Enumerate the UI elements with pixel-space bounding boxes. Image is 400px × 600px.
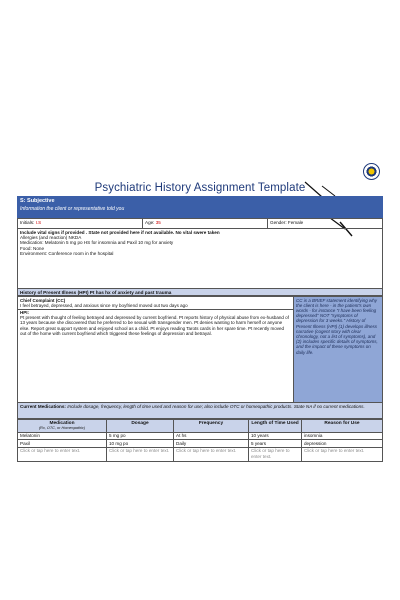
col-medication (18, 420, 107, 433)
col-medication-sub: (Rx, OTC, or Homeopathic) (38, 425, 86, 430)
medication-text: Medication: Melatonin 5 mg po HS for insomnia and Paxil 10 mg for anxiety (20, 240, 174, 246)
age-value: 35 (155, 219, 161, 225)
placeholder-medication[interactable]: Click or tap here to enter text. (18, 447, 107, 461)
cell-medication[interactable]: Melatonin (18, 432, 107, 439)
food-text: Food: None (20, 245, 45, 251)
cc-hpi-table (17, 296, 383, 403)
initials-label: Initials: (20, 219, 35, 225)
gender-value: Female (287, 219, 304, 225)
subjective-label: S: Subjective (20, 198, 55, 204)
placeholder-reason[interactable]: Click or tap here to enter text. (302, 447, 383, 461)
cell-reason[interactable]: depression (302, 440, 383, 447)
medications-table (17, 419, 383, 462)
col-reason: Reason for Use (302, 420, 383, 433)
subjective-header (17, 196, 383, 218)
hpi-label: HPI: (20, 309, 29, 315)
col-length: Length of Time Used (249, 420, 302, 433)
cc-label: Chief Complaint (CC) (20, 297, 66, 303)
placeholder-dosage[interactable]: Click or tap here to enter text. (107, 447, 174, 461)
hpi-text: Pt present with thought of feeling betrayed and depressed by current boyfriend. Pt reports history of physical abuse from ex-husband of 13 years because she discovered that he preferred to be sexual with transgender men. Pt denies wanting to harm herself or anyone else. Report great support system and enjoyed school as a child. Pt enjoys reading Tarots cards in her spare time. Pt recently moved out of the home with current boyfriend which triggered these feelings of depression and betrayal. (20, 315, 289, 336)
cc-hpi-cell[interactable] (18, 297, 294, 403)
cell-dosage[interactable]: 5 mg po (107, 432, 174, 439)
col-medication-label: Medication (49, 420, 75, 426)
vitals-header: Include vital signs if provided . State not provided here if not available. No vital swere taken (20, 230, 220, 235)
current-medications-instruction: Include dosage, frequency, length of time used and reason for use; also include OTC or homeopathic products. State NA if no current medications. (67, 404, 365, 409)
allergies-text: Allergies (and reaction) NKDA (20, 235, 82, 241)
cell-dosage[interactable]: 10 mg po (107, 440, 174, 447)
university-seal-icon (363, 163, 380, 180)
table-row (18, 440, 383, 447)
page-title: Psychiatric History Assignment Template (94, 182, 306, 194)
cell-frequency[interactable]: Daily (174, 440, 249, 447)
cell-frequency[interactable]: At hs (174, 432, 249, 439)
cell-reason[interactable]: insomnia (302, 432, 383, 439)
current-medications-label: Current Medications: (20, 404, 66, 409)
age-cell[interactable] (143, 219, 268, 229)
hpi-section-header: History of Present Illness (HPI) Pt has hx of anxiety and past trauma (17, 289, 383, 296)
age-label: Age: (145, 219, 155, 225)
identifiers-table (17, 218, 383, 229)
col-frequency: Frequency (174, 420, 249, 433)
cell-length[interactable]: 10 years (249, 432, 302, 439)
placeholder-frequency[interactable]: Click or tap here to enter text. (174, 447, 249, 461)
cc-text: I feel betrayed, depressed, and anxious since my boyfriend moved out two days ago (20, 302, 188, 308)
initials-value: I.S (35, 219, 42, 225)
cell-length[interactable]: 5 years (249, 440, 302, 447)
initials-cell[interactable] (18, 219, 143, 229)
col-dosage: Dosage (107, 420, 174, 433)
placeholder-length[interactable]: Click or tap here to enter text. (249, 447, 302, 461)
environment-text: Environment: Conference room in the hospital (20, 250, 114, 256)
table-row (18, 432, 383, 439)
table-row (18, 447, 383, 461)
assignment-form (17, 196, 383, 462)
current-medications-header (17, 403, 383, 419)
cc-hpi-guidance-note: CC is a BRIEF statement identifying why the client is here - in the patient's own words - for instance "I have been feeling depressed" NOT "symptoms of depression for 3 weeks." History of Present Illness (HPI) (1) develops illness narrative (cogent story with clear chronology, not a list of symptoms), and (2) includes specific details of symptoms, and the impact of these symptoms on daily life. (294, 297, 383, 403)
vitals-section[interactable] (17, 229, 383, 289)
gender-cell[interactable] (268, 219, 383, 229)
subjective-instruction: Information the client or representative told you (20, 206, 125, 212)
cell-medication[interactable]: Paxil (18, 440, 107, 447)
gender-label: Gender: (270, 219, 287, 225)
